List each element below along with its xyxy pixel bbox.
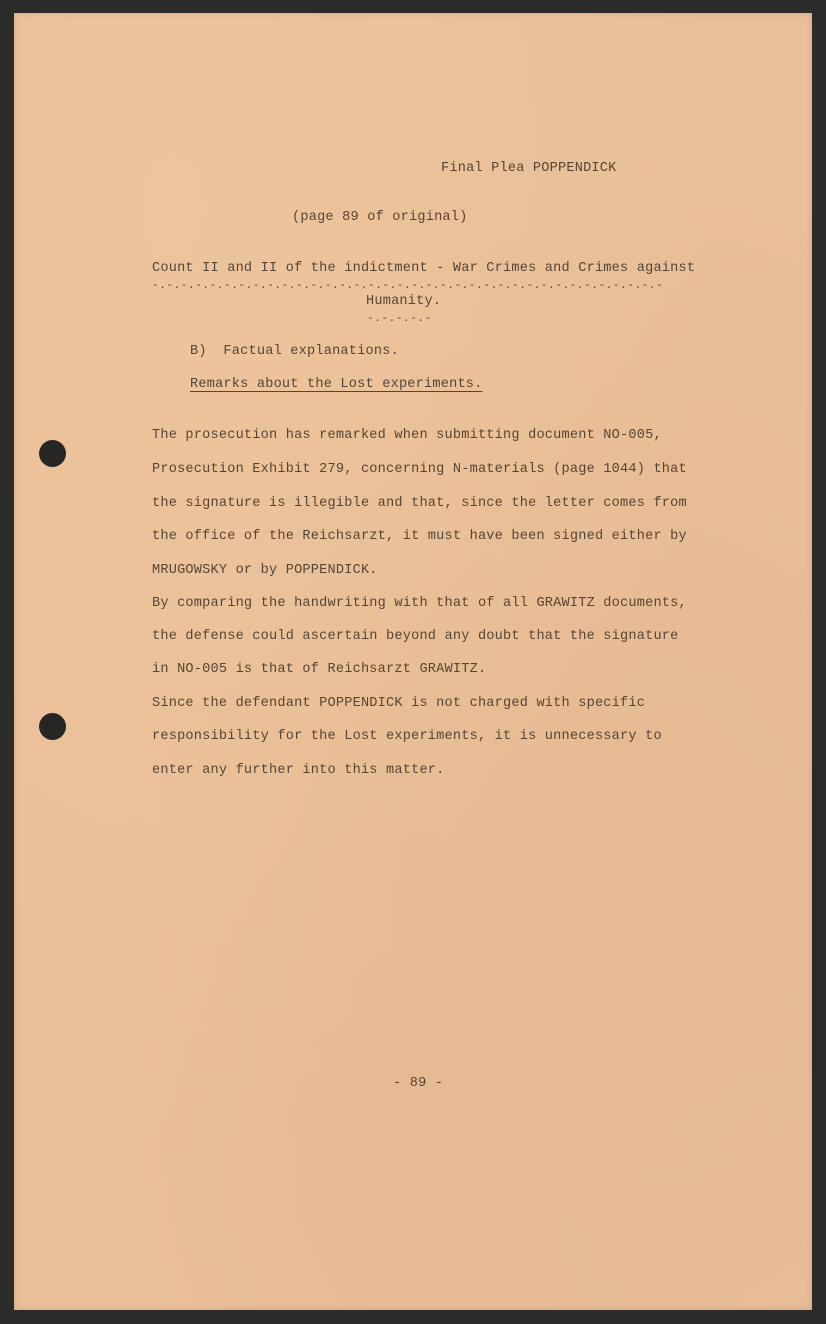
page-number: - 89 - [393, 1076, 444, 1091]
body-line: Prosecution Exhibit 279, concerning N-materials (page 1044) that [152, 462, 687, 477]
count-heading: Count II and II of the indictment - War Crimes and Crimes against [152, 261, 696, 276]
body-line: responsibility for the Lost experiments, it is unnecessary to [152, 729, 662, 744]
header-title: Final Plea POPPENDICK [441, 161, 617, 176]
body-line: the defense could ascertain beyond any doubt that the signature [152, 629, 679, 644]
count-heading-continuation: Humanity. [366, 294, 442, 309]
body-line: in NO-005 is that of Reichsarzt GRAWITZ. [152, 662, 487, 677]
punch-hole-top [39, 440, 66, 467]
subsection-heading: Remarks about the Lost experiments. [190, 377, 483, 392]
count-heading-rule: -.-.-.-.-.-.-.-.-.-.-.-.-.-.-.-.-.-.-.-.-.-.-.-.-.-.-.-.-.-.-.-.-.-.-.- [152, 280, 664, 292]
page-reference: (page 89 of original) [292, 210, 468, 225]
body-line: the signature is illegible and that, since the letter comes from [152, 496, 687, 511]
body-line: Since the defendant POPPENDICK is not charged with specific [152, 696, 646, 711]
punch-hole-bottom [39, 713, 66, 740]
count-heading-continuation-rule: -.-.-.-.- [367, 313, 432, 325]
body-line: enter any further into this matter. [152, 763, 445, 778]
body-line: The prosecution has remarked when submitting document NO-005, [152, 428, 662, 443]
body-line: By comparing the handwriting with that of all GRAWITZ documents, [152, 596, 687, 611]
section-label: B) Factual explanations. [190, 344, 399, 359]
body-line: MRUGOWSKY or by POPPENDICK. [152, 563, 378, 578]
body-line: the office of the Reichsarzt, it must have been signed either by [152, 529, 687, 544]
